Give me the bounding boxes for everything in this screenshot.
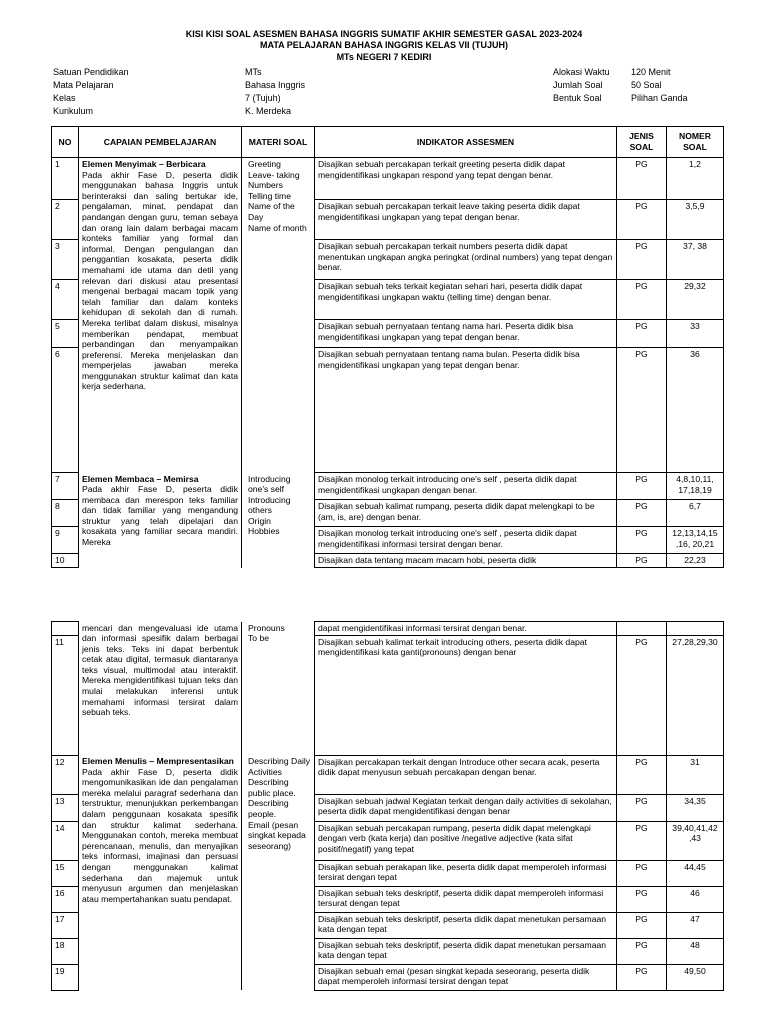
header-jenis: JENIS SOAL bbox=[617, 127, 667, 158]
meta-value: MTs bbox=[245, 67, 262, 77]
row-jenis: PG bbox=[617, 635, 667, 755]
row-indikator: Disajikan sebuah emai (pesan singkat kepada seseorang, peserta didik dapat memperoleh informasi tersirat dengan tepat bbox=[315, 964, 617, 990]
row-no: 14 bbox=[52, 821, 79, 860]
header-nomer: NOMER SOAL bbox=[667, 127, 724, 158]
meta-label: Kurikulum bbox=[53, 106, 94, 116]
meta-label: Kelas bbox=[53, 93, 76, 103]
meta-right-values bbox=[631, 66, 688, 105]
capaian-membaca-cell bbox=[79, 473, 242, 568]
materi-item: Describing Daily Activities bbox=[248, 756, 311, 777]
materi-item: Hobbies bbox=[248, 526, 280, 537]
row-nomer: 36 bbox=[667, 348, 724, 473]
meta-label: Alokasi Waktu bbox=[553, 67, 610, 77]
row-no: 11 bbox=[52, 635, 79, 755]
capaian-menulis-title: Elemen Menulis – Mempresentasikan bbox=[82, 756, 234, 767]
row-no: 3 bbox=[52, 240, 79, 280]
materi-item: To be bbox=[248, 633, 270, 644]
materi-group2-cont-cell bbox=[242, 622, 315, 756]
meta-label: Jumlah Soal bbox=[553, 80, 603, 90]
materi-item: Introducing one's self bbox=[248, 473, 291, 495]
materi-item: Leave- taking bbox=[248, 169, 300, 180]
row-no: 8 bbox=[52, 500, 79, 527]
row-no: 10 bbox=[52, 554, 79, 568]
row-nomer: 48 bbox=[667, 938, 724, 964]
header-capaian: CAPAIAN PEMBELAJARAN bbox=[79, 127, 242, 158]
row-no: 6 bbox=[52, 348, 79, 473]
row-indikator: Disajikan sebuah perakapan like, peserta didik dapat memperoleh informasi tersirat dengan tepat bbox=[315, 860, 617, 886]
meta-value: 7 (Tujuh) bbox=[245, 93, 281, 103]
row-jenis: PG bbox=[617, 912, 667, 938]
row-indikator: Disajikan sebuah kalimat terkait introducing others, peserta didik dapat mengidentifikasi kata ganti(pronouns) dengan benar bbox=[315, 635, 617, 755]
meta-left-labels bbox=[53, 66, 129, 118]
row-nomer: 49,50 bbox=[667, 964, 724, 990]
row-no: 13 bbox=[52, 794, 79, 821]
capaian-membaca-text-cont: mencari dan mengevaluasi ide utama dan informasi spesifik dalam berbagai jenis teks. Teks ini dapat berbentuk cetak atau digital, termasuk diantaranya teks visual, multimodal atau interaktif. Mereka mengidentifikasi tujuan teks dan mulai melakukan inferensi untuk memahami informasi tersirat dalam sebuah teks. bbox=[82, 622, 238, 718]
row-no: 2 bbox=[52, 200, 79, 240]
row-no bbox=[52, 622, 79, 636]
capaian-membaca-title: Elemen Membaca – Memirsa bbox=[82, 473, 199, 484]
row-no: 4 bbox=[52, 280, 79, 320]
row-indikator: Disajikan sebuah percakapan terkait leave taking peserta didik dapat mengidentifikasi ungkapan yang tepat dengan benar. bbox=[315, 200, 617, 240]
materi-item: Name of the Day bbox=[248, 201, 295, 222]
row-nomer bbox=[667, 622, 724, 636]
capaian-membaca-text: Pada akhir Fase D, peserta didik membaca dan merespon teks familiar dan tidak familiar yang mengandung struktur yang telah dipelajari dan kosakata yang familiar secara mandiri. Mereka bbox=[82, 484, 238, 548]
row-jenis: PG bbox=[617, 964, 667, 990]
header-no: NO bbox=[52, 127, 79, 158]
row-no: 19 bbox=[52, 964, 79, 990]
row-indikator: Disajikan sebuah percakapan terkait numbers peserta didik dapat menentukan ungkapan angka peringkat (ordinal numbers) yang tepat dengan benar. bbox=[315, 240, 617, 280]
row-jenis: PG bbox=[617, 348, 667, 473]
row-indikator: Disajikan sebuah percakapan terkait greeting peserta didik dapat mengidentifikasi ungkapan respond yang tepat dengan benar. bbox=[315, 158, 617, 200]
row-jenis: PG bbox=[617, 527, 667, 554]
materi-item: Introducing others bbox=[248, 494, 291, 516]
table-row bbox=[52, 622, 724, 636]
row-jenis: PG bbox=[617, 200, 667, 240]
row-jenis: PG bbox=[617, 280, 667, 320]
meta-value: K. Merdeka bbox=[245, 106, 292, 116]
row-nomer: 33 bbox=[667, 320, 724, 348]
row-indikator: Disajikan sebuah jadwal Kegiatan terkait dengan daily activities di sekolahan, peserta didik dapat mengidentifikasi dengan benar bbox=[315, 794, 617, 821]
meta-left-values bbox=[245, 66, 305, 118]
row-jenis: PG bbox=[617, 320, 667, 348]
row-jenis: PG bbox=[617, 860, 667, 886]
row-jenis: PG bbox=[617, 886, 667, 912]
row-nomer: 22,23 bbox=[667, 554, 724, 568]
meta-value: 50 Soal bbox=[631, 80, 662, 90]
row-no: 7 bbox=[52, 473, 79, 500]
header-indikator: INDIKATOR ASSESMEN bbox=[315, 127, 617, 158]
materi-item: Name of month bbox=[248, 222, 307, 233]
meta-right-labels bbox=[553, 66, 610, 105]
row-indikator: Disajikan sebuah percakapan rumpang, peserta didik dapat melengkapi dengan verb (kata kerja) dan positive /negative adjective (kata sifat positif/negatif) yang tepat bbox=[315, 821, 617, 860]
row-jenis: PG bbox=[617, 755, 667, 794]
materi-item: Describing people. bbox=[248, 798, 289, 820]
kisi-kisi-table-part2 bbox=[51, 621, 724, 991]
row-no: 12 bbox=[52, 755, 79, 794]
materi-item: Telling time bbox=[248, 190, 291, 201]
table-header-row bbox=[52, 127, 724, 158]
meta-label: Bentuk Soal bbox=[553, 93, 602, 103]
table-row bbox=[52, 158, 724, 200]
row-indikator: Disajikan sebuah teks deskriptif, peserta didik dapat menetukan persamaan kata dengan tepat bbox=[315, 938, 617, 964]
row-no: 17 bbox=[52, 912, 79, 938]
row-indikator: Disajikan sebuah teks deskriptif, peserta didik dapat memperoleh informasi tersurat dengan tepat bbox=[315, 886, 617, 912]
row-nomer: 39,40,41,42 ,43 bbox=[667, 821, 724, 860]
materi-item: Numbers bbox=[248, 180, 283, 191]
row-no: 16 bbox=[52, 886, 79, 912]
row-nomer: 47 bbox=[667, 912, 724, 938]
materi-group3-cell bbox=[242, 755, 315, 990]
row-nomer: 44,45 bbox=[667, 860, 724, 886]
row-jenis: PG bbox=[617, 158, 667, 200]
table-row bbox=[52, 755, 724, 794]
row-nomer: 34,35 bbox=[667, 794, 724, 821]
row-indikator: Disajikan sebuah teks deskriptif, peserta didik dapat menetukan persamaan kata dengan tepat bbox=[315, 912, 617, 938]
row-nomer: 4,8,10,11, 17,18,19 bbox=[667, 473, 724, 500]
capaian-menulis-text: Pada akhir Fase D, peserta didik mengomunikasikan ide dan pengalaman mereka melalui paragraf sederhana dan terstruktur, menunjukkan perkembangan dalam penggunaan kosakata spesifik dan struktur kalimat sederhana. Menggunakan contoh, mereka membuat perencanaan, menulis, dan menyajikan teks informasi, imajinasi dan persuasi dengan menggunakan kalimat sederhana dan majemuk untuk menyusun argumen dan menjelaskan atau mempertahankan suatu pendapat. bbox=[82, 766, 238, 904]
row-indikator: Disajikan sebuah kalimat rumpang, peserta didik dapat melengkapi to be (am, is, are) dengan benar. bbox=[315, 500, 617, 527]
materi-item: Email (pesan singkat kepada seseorang) bbox=[248, 819, 306, 851]
row-indikator: dapat mengidentifikasi informasi tersirat dengan benar. bbox=[315, 622, 617, 636]
row-no: 9 bbox=[52, 527, 79, 554]
capaian-menyimak-cell bbox=[79, 158, 242, 473]
row-nomer: 6,7 bbox=[667, 500, 724, 527]
row-jenis: PG bbox=[617, 794, 667, 821]
header-materi: MATERI SOAL bbox=[242, 127, 315, 158]
row-jenis: PG bbox=[617, 500, 667, 527]
materi-item: Greeting bbox=[248, 159, 281, 169]
row-indikator: Disajikan sebuah teks terkait kegiatan sehari hari, peserta didik dapat mengidentifikasi ungkapan waktu (telling time) dengan benar. bbox=[315, 280, 617, 320]
row-jenis: PG bbox=[617, 821, 667, 860]
row-indikator: Disajikan sebuah pernyataan tentang nama hari. Peserta didik bisa mengidentifikasi ungkapan yang tepat dengan benar. bbox=[315, 320, 617, 348]
materi-item: Describing public place. bbox=[248, 777, 296, 798]
doc-title-line1: KISI KISI SOAL ASESMEN BAHASA INGGRIS SUMATIF AKHIR SEMESTER GASAL 2023-2024 bbox=[185, 29, 583, 39]
row-nomer: 31 bbox=[667, 755, 724, 794]
meta-label: Mata Pelajaran bbox=[53, 80, 114, 90]
meta-value: Pilihan Ganda bbox=[631, 93, 688, 103]
row-no: 5 bbox=[52, 320, 79, 348]
table-row bbox=[52, 473, 724, 500]
row-jenis bbox=[617, 622, 667, 636]
meta-value: 120 Menit bbox=[631, 67, 671, 77]
row-no: 1 bbox=[52, 158, 79, 200]
materi-group1-cell bbox=[242, 158, 315, 473]
meta-label: Satuan Pendidikan bbox=[53, 67, 129, 77]
row-jenis: PG bbox=[617, 473, 667, 500]
row-indikator: Disajikan monolog terkait introducing one's self , peserta didik dapat mengidentifikasi informasi tersirat dengan benar. bbox=[315, 527, 617, 554]
row-nomer: 12,13,14,15 ,16, 20,21 bbox=[667, 527, 724, 554]
materi-group2-cell bbox=[242, 473, 315, 568]
row-indikator: Disajikan data tentang macam macam hobi, peserta didik bbox=[315, 554, 617, 568]
row-nomer: 1,2 bbox=[667, 158, 724, 200]
row-nomer: 3,5,9 bbox=[667, 200, 724, 240]
row-indikator: Disajikan monolog terkait introducing one's self , peserta didik dapat mengidentifikasi ungkapan dengan benar. bbox=[315, 473, 617, 500]
row-nomer: 46 bbox=[667, 886, 724, 912]
row-nomer: 37, 38 bbox=[667, 240, 724, 280]
row-nomer: 29,32 bbox=[667, 280, 724, 320]
meta-value: Bahasa Inggris bbox=[245, 80, 306, 90]
row-indikator: Disajikan sebuah pernyataan tentang nama bulan. Peserta didik bisa mengidentifikasi ungkapan yang tepat dengan benar. bbox=[315, 348, 617, 473]
materi-item: Pronouns bbox=[248, 622, 285, 633]
row-jenis: PG bbox=[617, 554, 667, 568]
kisi-kisi-table-part1 bbox=[51, 126, 724, 568]
capaian-menyimak-title: Elemen Menyimak – Berbicara bbox=[82, 159, 206, 169]
row-no: 18 bbox=[52, 938, 79, 964]
row-jenis: PG bbox=[617, 240, 667, 280]
row-no: 15 bbox=[52, 860, 79, 886]
row-jenis: PG bbox=[617, 938, 667, 964]
row-indikator: Disajikan percakapan terkait dengan Introduce other secara acak, peserta didik dapat menyusun sebuah percakapan dengan benar. bbox=[315, 755, 617, 794]
capaian-membaca-cont-cell bbox=[79, 622, 242, 756]
row-nomer: 27,28,29,30 bbox=[667, 635, 724, 755]
capaian-menyimak-text: Pada akhir Fase D, peserta didik menggunakan bahasa Inggris untuk berinteraksi dan saling bertukar ide, pengalaman, minat, pendapat dan pandangan dengan guru, teman sebaya dan orang lain dalam berbagai macam konteks familiar yang formal dan informal. Dengan pengulangan dan penggantian kosakata, peserta didik memahami ide utama dan detil yang relevan dari diskusi atau presentasi mengenai berbagai macam topik yang telah familiar dan dalam konteks kehidupan di sekolah dan di rumah. Mereka terlibat dalam diskusi, misalnya memberikan pendapat, membuat perbandingan dan menyampaikan preferensi. Mereka menjelaskan dan memperjelas jawaban mereka menggunakan struktur kalimat dan kata kerja sederhana. bbox=[82, 169, 238, 392]
capaian-menulis-cell bbox=[79, 755, 242, 990]
doc-title-line2: MATA PELAJARAN BAHASA INGGRIS KELAS VII (TUJUH) bbox=[259, 40, 508, 50]
materi-item: Origin bbox=[248, 515, 271, 526]
doc-title-line3: MTs NEGERI 7 KEDIRI bbox=[336, 52, 432, 62]
